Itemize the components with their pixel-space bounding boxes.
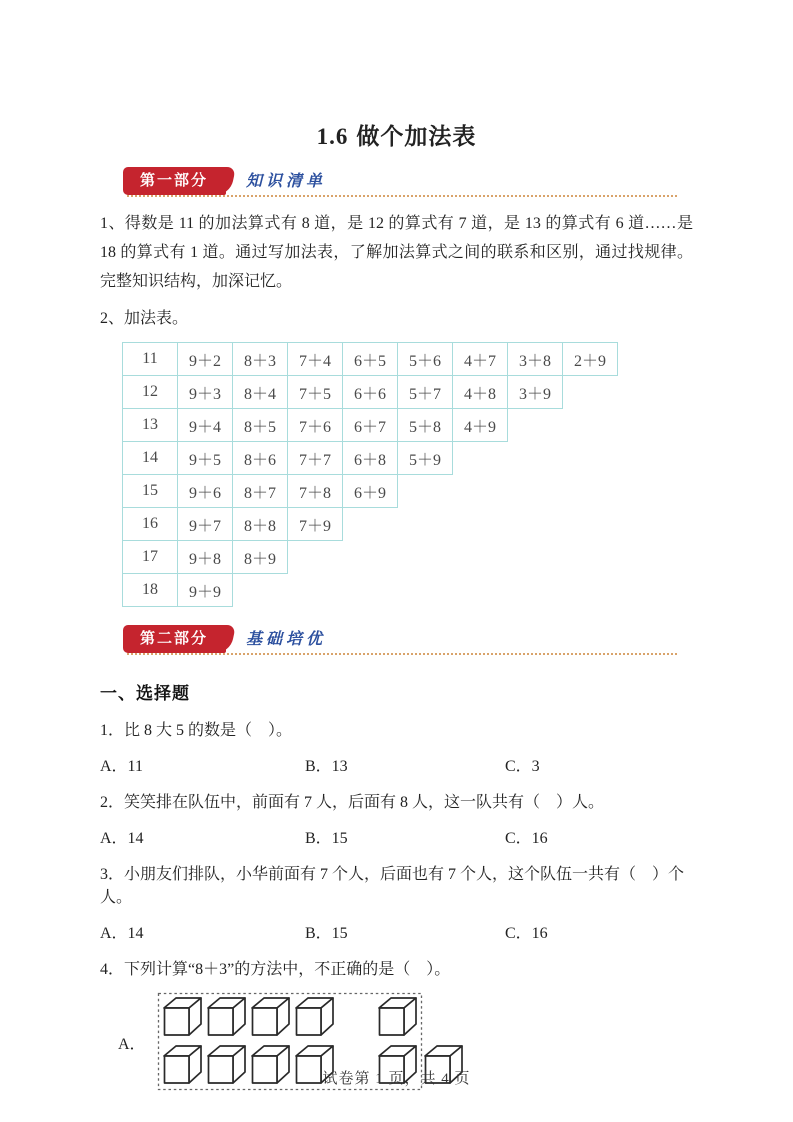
options-row [100, 920, 693, 943]
addition-table-cell: 9＋2 [177, 342, 233, 376]
addition-table-cell: 6＋6 [342, 375, 398, 409]
addition-table-cell: 18 [122, 573, 178, 607]
addition-table-cell: 6＋5 [342, 342, 398, 376]
addition-table-cell: 3＋8 [507, 342, 563, 376]
addition-table-cell: 8＋6 [232, 441, 288, 475]
part1-badge-label: 第一部分 [140, 172, 209, 189]
addition-table-cell: 12 [122, 375, 178, 409]
part2-badge-label: 第二部分 [140, 630, 209, 647]
addition-table-cell: 15 [122, 474, 178, 508]
addition-table-cell: 8＋5 [232, 408, 288, 442]
addition-table-cell: 5＋7 [397, 375, 453, 409]
section-banner-part1 [123, 167, 693, 197]
section-banner-part2 [123, 625, 693, 655]
option: C．3 [505, 758, 540, 775]
addition-table-row [123, 343, 693, 376]
part2-section-label: 基础培优 [246, 631, 327, 648]
option: B．13 [305, 758, 348, 775]
addition-table-cell: 8＋9 [232, 540, 288, 574]
part2-badge [123, 625, 226, 653]
options-row [100, 825, 693, 848]
addition-table [123, 343, 693, 607]
title-text: 做个加法表 [356, 124, 477, 149]
option: C．16 [505, 925, 548, 942]
dotted-divider [127, 653, 677, 655]
question-text: 3．小朋友们排队，小华前面有 7 个人，后面也有 7 个人，这个队伍一共有（ ）个人。 [100, 866, 685, 906]
addition-table-row [123, 475, 693, 508]
addition-table-cell: 7＋9 [287, 507, 343, 541]
addition-table-cell: 7＋6 [287, 408, 343, 442]
addition-table-cell: 9＋7 [177, 507, 233, 541]
figure-option-label: A． [118, 1035, 146, 1053]
addition-table-cell: 9＋9 [177, 573, 233, 607]
title-number: 1.6 [316, 124, 349, 149]
question-text: 1．比 8 大 5 的数是（ ）。 [100, 722, 293, 739]
addition-table-row [123, 508, 693, 541]
addition-table-row [123, 376, 693, 409]
addition-table-cell: 7＋4 [287, 342, 343, 376]
question [100, 789, 693, 848]
addition-table-cell: 7＋5 [287, 375, 343, 409]
addition-table-row [123, 409, 693, 442]
cube-icon [379, 998, 416, 1035]
page-title [100, 118, 693, 151]
addition-table-cell: 2＋9 [562, 342, 618, 376]
question [100, 861, 693, 943]
addition-table-cell: 9＋6 [177, 474, 233, 508]
addition-table-row [123, 574, 693, 607]
question [100, 717, 693, 776]
addition-table-cell: 3＋9 [507, 375, 563, 409]
addition-table-cell: 11 [122, 342, 178, 376]
page-footer: 试卷第 1 页，共 4 页 [322, 1071, 471, 1087]
addition-table-cell: 9＋5 [177, 441, 233, 475]
option: B．15 [305, 925, 348, 942]
dotted-divider [127, 195, 677, 197]
addition-table-cell: 8＋8 [232, 507, 288, 541]
questions-container [100, 717, 693, 1092]
addition-table-cell: 6＋9 [342, 474, 398, 508]
addition-table-caption: 2、加法表。 [100, 310, 189, 327]
addition-table-cell: 5＋6 [397, 342, 453, 376]
addition-table-cell: 6＋8 [342, 441, 398, 475]
knowledge-paragraph: 1、得数是 11 的加法算式有 8 道，是 12 的算式有 7 道，是 13 的算式有 6 道……是 18 的算式有 1 道。通过写加法表，了解加法算式之间的联系和区别，通过找规律。完整知识结构，加深记忆。 [100, 215, 693, 290]
cube-icon [252, 998, 289, 1035]
addition-table-cell: 8＋4 [232, 375, 288, 409]
addition-table-cell: 9＋4 [177, 408, 233, 442]
option: A．14 [100, 830, 144, 847]
addition-table-row [123, 442, 693, 475]
choice-section-heading: 一、选择题 [100, 684, 190, 703]
addition-table-cell: 5＋9 [397, 441, 453, 475]
addition-table-cell: 14 [122, 441, 178, 475]
addition-table-cell: 4＋7 [452, 342, 508, 376]
question-text: 4．下列计算“8＋3”的方法中，不正确的是（ ）。 [100, 961, 451, 978]
addition-table-cell: 4＋9 [452, 408, 508, 442]
options-row [100, 753, 693, 776]
cube-icon [164, 998, 201, 1035]
addition-table-row [123, 541, 693, 574]
addition-table-cell: 6＋7 [342, 408, 398, 442]
addition-table-cell: 8＋7 [232, 474, 288, 508]
part1-section-label: 知识清单 [246, 173, 327, 190]
addition-table-cell: 7＋8 [287, 474, 343, 508]
addition-table-cell: 4＋8 [452, 375, 508, 409]
addition-table-cell: 16 [122, 507, 178, 541]
addition-table-cell: 5＋8 [397, 408, 453, 442]
part1-badge [123, 167, 226, 195]
option: B．15 [305, 830, 348, 847]
cube-icon [296, 998, 333, 1035]
option: C．16 [505, 830, 548, 847]
addition-table-cell: 7＋7 [287, 441, 343, 475]
addition-table-cell: 9＋8 [177, 540, 233, 574]
addition-table-cell: 17 [122, 540, 178, 574]
cube-icon [208, 998, 245, 1035]
option: A．11 [100, 758, 143, 775]
option: A．14 [100, 925, 144, 942]
addition-table-cell: 8＋3 [232, 342, 288, 376]
addition-table-cell: 13 [122, 408, 178, 442]
question-text: 2．笑笑排在队伍中，前面有 7 人，后面有 8 人，这一队共有（ ）人。 [100, 794, 605, 811]
addition-table-cell: 9＋3 [177, 375, 233, 409]
